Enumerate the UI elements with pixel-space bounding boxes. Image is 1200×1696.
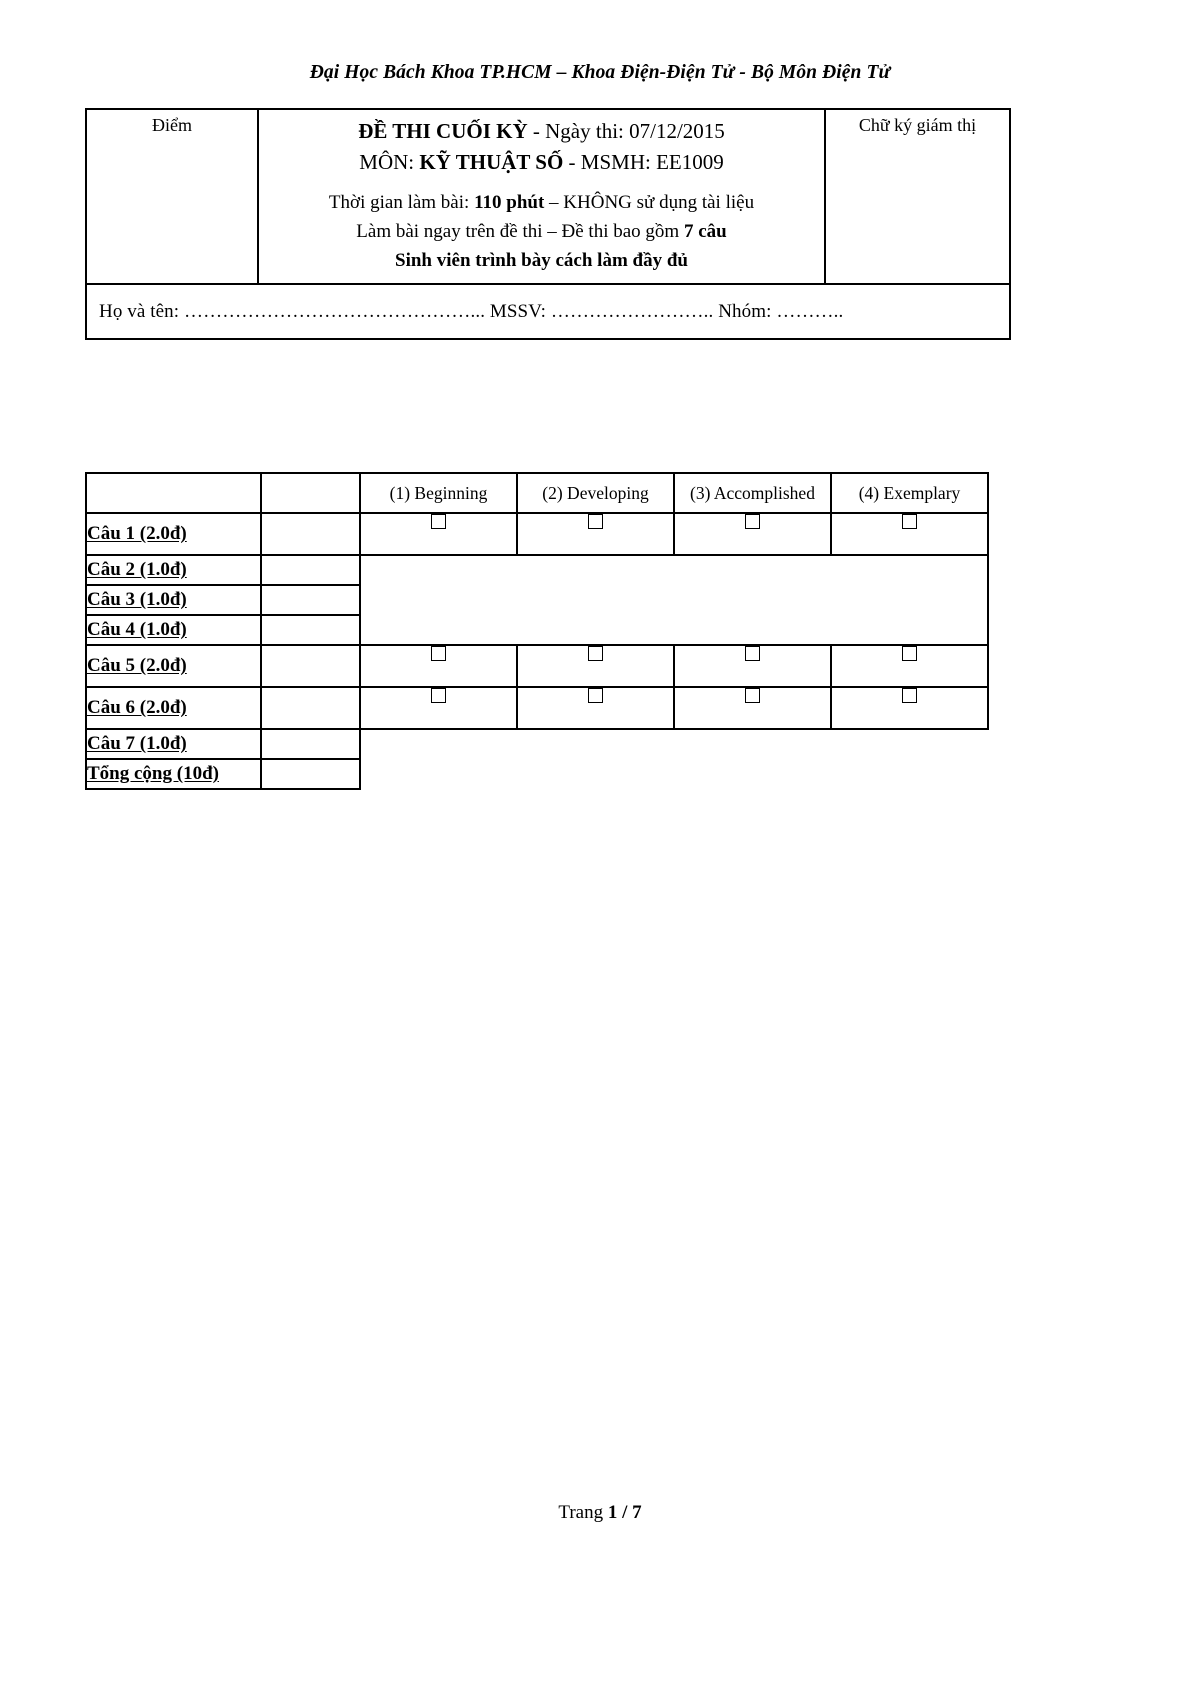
duration-prefix: Thời gian làm bài: bbox=[328, 192, 475, 213]
format-value: 7 câu bbox=[683, 221, 727, 242]
subject-code: - MSMH: EE1009 bbox=[563, 150, 724, 174]
checkbox-icon[interactable] bbox=[745, 646, 760, 661]
rubric-header-level-3: (3) Accomplished bbox=[674, 473, 831, 513]
rubric-checkbox-cell-5-3[interactable] bbox=[674, 645, 831, 687]
signature-label: Chữ ký giám thị bbox=[858, 115, 977, 135]
rubric-row-score-6[interactable] bbox=[261, 687, 360, 729]
footer-page-number: 1 / 7 bbox=[607, 1502, 642, 1523]
rubric-row-score-1[interactable] bbox=[261, 513, 360, 555]
duration-line bbox=[265, 188, 818, 217]
student-info-cell[interactable] bbox=[86, 284, 1010, 339]
exam-title-line bbox=[265, 116, 818, 147]
score-entry-area[interactable] bbox=[87, 141, 257, 259]
rubric-row-score-7[interactable] bbox=[261, 729, 360, 759]
rubric-row-score-total[interactable] bbox=[261, 759, 360, 789]
rubric-merged-blank-area[interactable] bbox=[360, 555, 988, 645]
duration-value: 110 phút bbox=[474, 192, 545, 213]
rubric-row-label-text-1: Câu 1 (2.0đ) bbox=[87, 523, 187, 544]
checkbox-icon[interactable] bbox=[902, 514, 917, 529]
rubric-row-score-4[interactable] bbox=[261, 615, 360, 645]
rubric-checkbox-cell-1-3[interactable] bbox=[674, 513, 831, 555]
rubric-row-label-total bbox=[86, 759, 261, 789]
exam-title: ĐỀ THI CUỐI KỲ bbox=[358, 119, 528, 143]
table-row bbox=[86, 645, 988, 687]
checkbox-icon[interactable] bbox=[588, 514, 603, 529]
rubric-header-level-4: (4) Exemplary bbox=[831, 473, 988, 513]
checkbox-icon[interactable] bbox=[431, 646, 446, 661]
table-row bbox=[86, 555, 988, 585]
rubric-checkbox-cell-5-2[interactable] bbox=[517, 645, 674, 687]
rubric-row-label-3 bbox=[86, 585, 261, 615]
subject-name: KỸ THUẬT SỐ bbox=[419, 150, 564, 174]
checkbox-icon[interactable] bbox=[431, 514, 446, 529]
rubric-header-name bbox=[86, 473, 261, 513]
format-prefix: Làm bài ngay trên đề thi – Đề thi bao gồm bbox=[356, 221, 684, 242]
table-row bbox=[86, 687, 988, 729]
checkbox-icon[interactable] bbox=[902, 646, 917, 661]
table-row bbox=[86, 513, 988, 555]
checkbox-icon[interactable] bbox=[431, 688, 446, 703]
exam-date: - Ngày thi: 07/12/2015 bbox=[527, 119, 725, 143]
rubric-row-label-4 bbox=[86, 615, 261, 645]
rubric-table bbox=[85, 472, 989, 790]
rubric-header-level-1: (1) Beginning bbox=[360, 473, 517, 513]
rubric-row-score-3[interactable] bbox=[261, 585, 360, 615]
instruction-line: Sinh viên trình bày cách làm đầy đủ bbox=[395, 250, 688, 271]
rubric-row-label-text-5: Câu 5 (2.0đ) bbox=[87, 655, 187, 676]
rubric-checkbox-cell-5-4[interactable] bbox=[831, 645, 988, 687]
rubric-checkbox-cell-6-4[interactable] bbox=[831, 687, 988, 729]
rubric-merged-blank-area-bottom bbox=[360, 729, 988, 789]
rubric-row-score-5[interactable] bbox=[261, 645, 360, 687]
page-footer bbox=[0, 1502, 1200, 1524]
score-column-cell bbox=[86, 109, 258, 284]
table-row bbox=[86, 729, 988, 759]
rubric-row-label-text-2: Câu 2 (1.0đ) bbox=[87, 559, 187, 580]
rubric-row-label-text-total: Tổng cộng (10đ) bbox=[87, 763, 219, 784]
rubric-row-label-2 bbox=[86, 555, 261, 585]
institution-header: Đại Học Bách Khoa TP.HCM – Khoa Điện-Điện Tử - Bộ Môn Điện Tử bbox=[309, 62, 891, 83]
rubric-checkbox-cell-6-3[interactable] bbox=[674, 687, 831, 729]
subject-prefix: MÔN: bbox=[359, 150, 420, 174]
exam-info-cell bbox=[258, 109, 825, 284]
signature-entry-area[interactable] bbox=[826, 141, 1009, 259]
student-info-line[interactable]: Họ và tên: ………………………………………... MSSV: …………………….. Nhóm: ……….. bbox=[99, 301, 844, 322]
rubric-row-label-6 bbox=[86, 687, 261, 729]
subject-line bbox=[265, 147, 818, 178]
duration-suffix: – KHÔNG sử dụng tài liệu bbox=[544, 192, 755, 213]
footer-prefix: Trang bbox=[558, 1502, 608, 1523]
rubric-checkbox-cell-1-1[interactable] bbox=[360, 513, 517, 555]
rubric-row-label-text-4: Câu 4 (1.0đ) bbox=[87, 619, 187, 640]
signature-column-cell bbox=[825, 109, 1010, 284]
checkbox-icon[interactable] bbox=[902, 688, 917, 703]
rubric-row-label-text-7: Câu 7 (1.0đ) bbox=[87, 733, 187, 754]
rubric-checkbox-cell-1-4[interactable] bbox=[831, 513, 988, 555]
checkbox-icon[interactable] bbox=[588, 646, 603, 661]
rubric-checkbox-cell-5-1[interactable] bbox=[360, 645, 517, 687]
rubric-checkbox-cell-1-2[interactable] bbox=[517, 513, 674, 555]
rubric-row-score-2[interactable] bbox=[261, 555, 360, 585]
checkbox-icon[interactable] bbox=[745, 688, 760, 703]
spacer bbox=[265, 178, 818, 188]
exam-header-table bbox=[85, 108, 1011, 340]
rubric-header-level-2: (2) Developing bbox=[517, 473, 674, 513]
checkbox-icon[interactable] bbox=[588, 688, 603, 703]
rubric-checkbox-cell-6-1[interactable] bbox=[360, 687, 517, 729]
rubric-header-row bbox=[86, 473, 988, 513]
rubric-row-label-1 bbox=[86, 513, 261, 555]
rubric-row-label-5 bbox=[86, 645, 261, 687]
exam-header-top-row bbox=[86, 109, 1010, 284]
student-info-row bbox=[86, 284, 1010, 339]
rubric-header-score bbox=[261, 473, 360, 513]
format-line bbox=[265, 217, 818, 246]
rubric-row-label-text-3: Câu 3 (1.0đ) bbox=[87, 589, 187, 610]
score-label: Điểm bbox=[152, 115, 192, 135]
rubric-row-label-text-6: Câu 6 (2.0đ) bbox=[87, 697, 187, 718]
checkbox-icon[interactable] bbox=[745, 514, 760, 529]
rubric-checkbox-cell-6-2[interactable] bbox=[517, 687, 674, 729]
rubric-row-label-7 bbox=[86, 729, 261, 759]
